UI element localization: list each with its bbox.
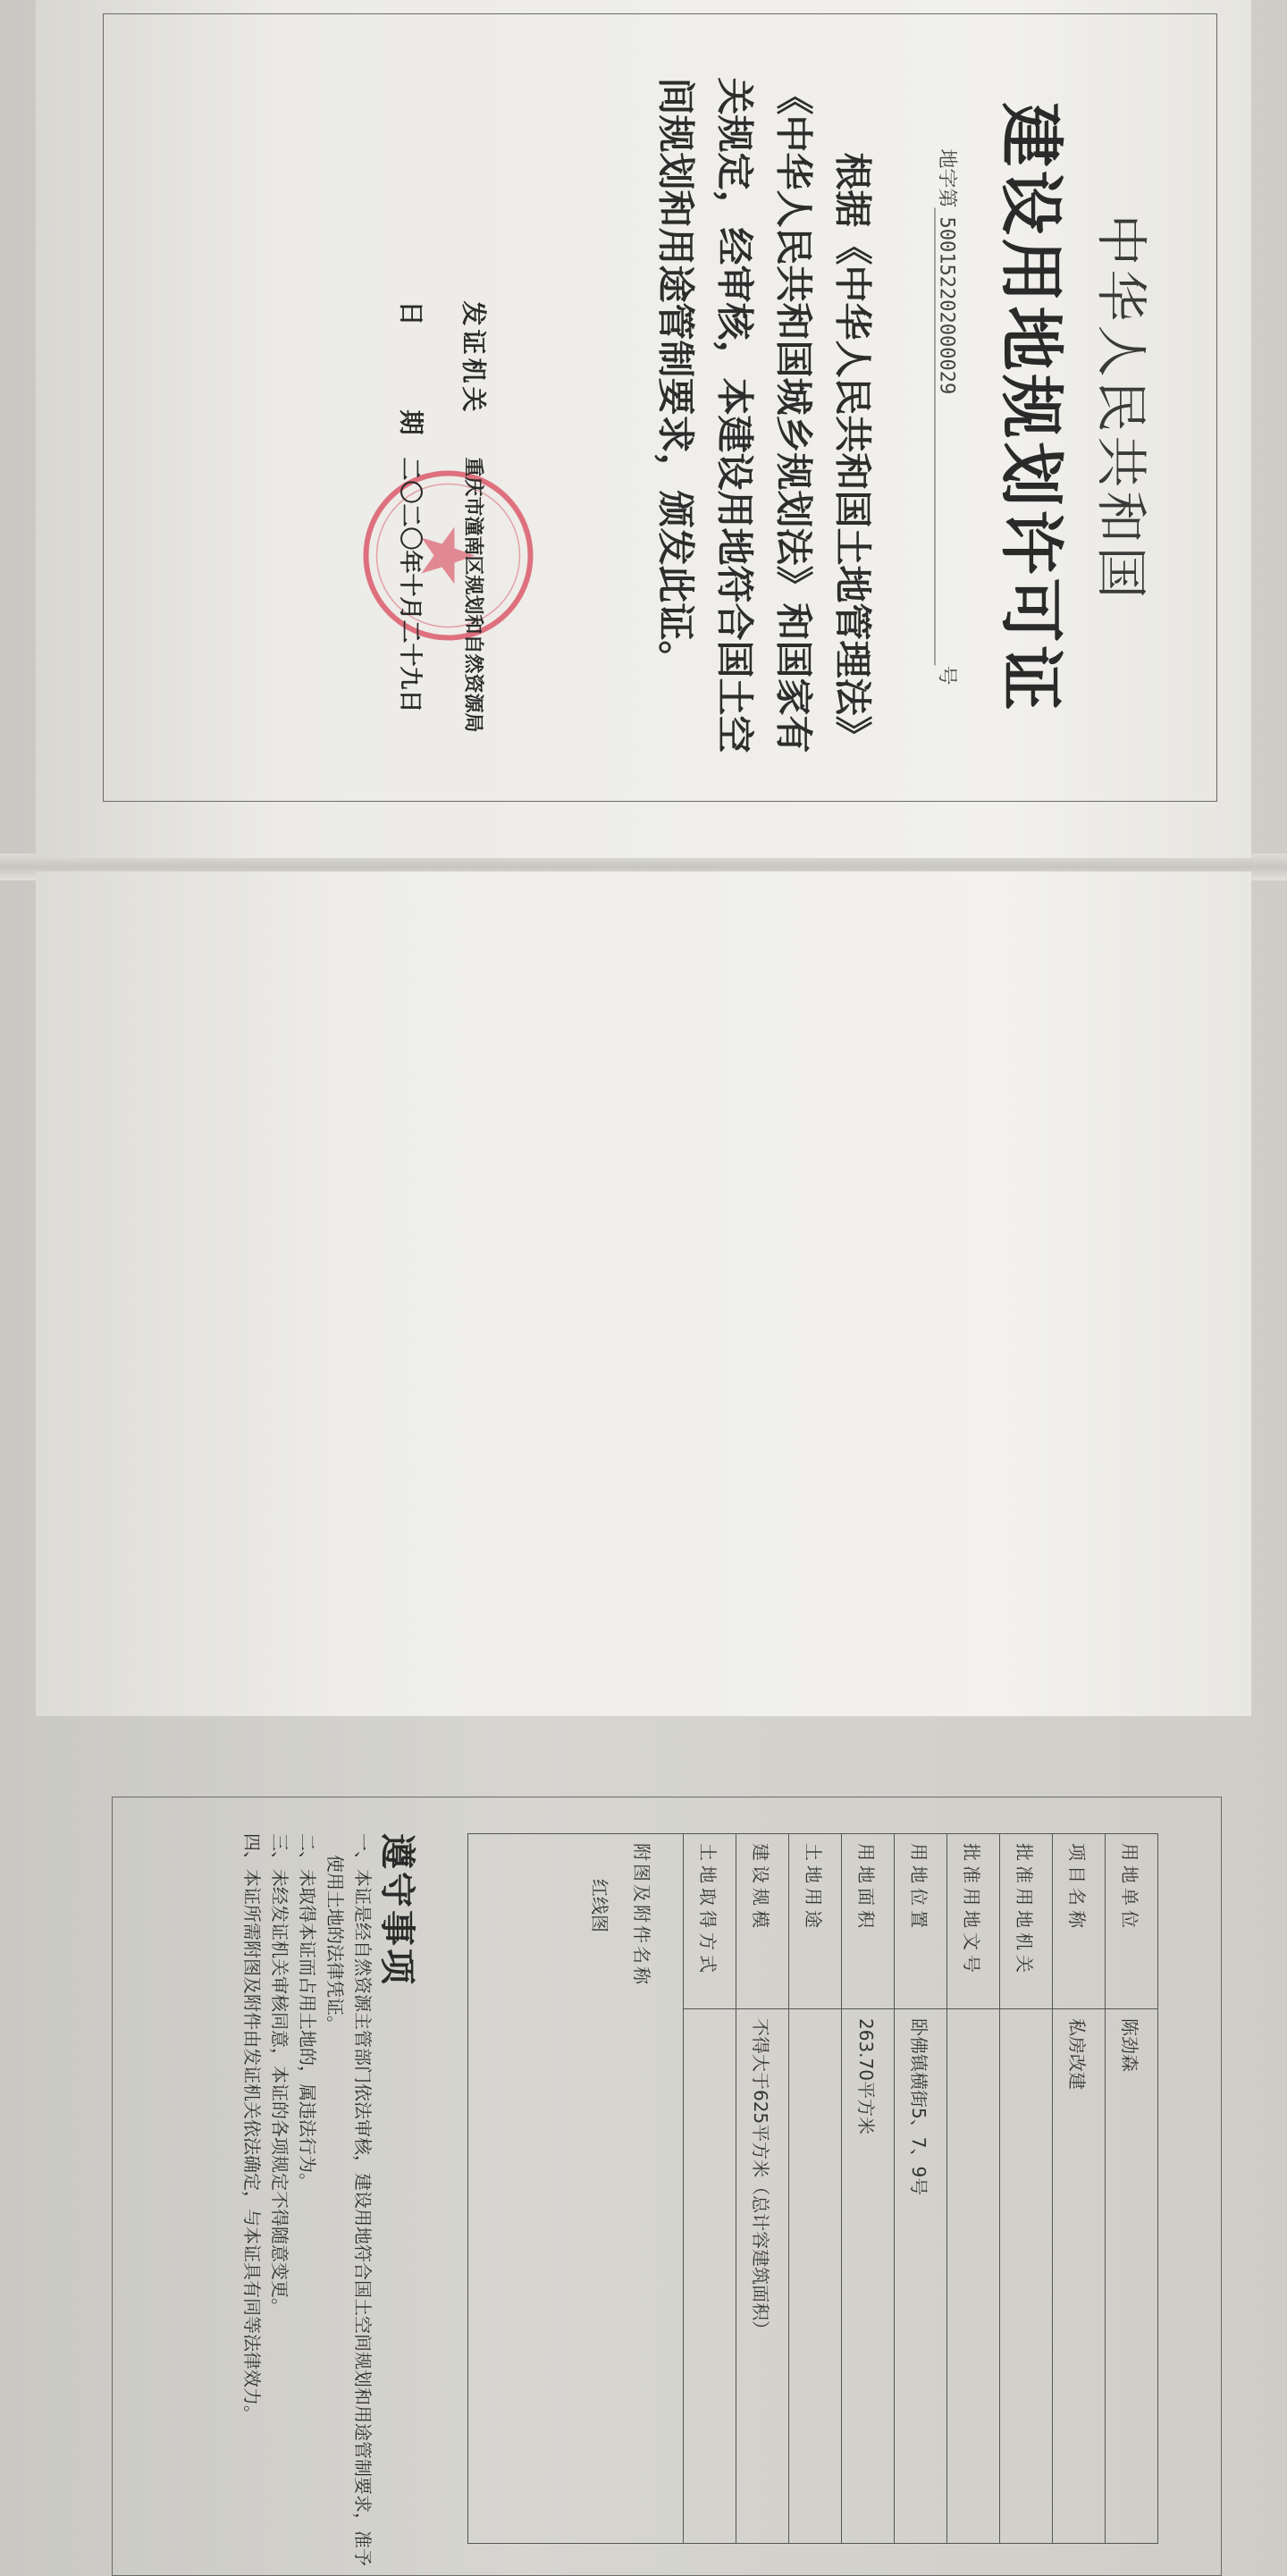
date-row (394, 301, 430, 713)
certificate-title: 建设用地规划许可证 (993, 102, 1068, 714)
details-content (113, 1797, 1221, 2575)
details-frame (112, 1797, 1222, 2576)
table-row (736, 1834, 789, 2544)
table-row (947, 1834, 1000, 2544)
row-value (789, 2009, 842, 2544)
row-label: 土地取得方式 (684, 1834, 736, 2009)
attachments-value: 红线图 (589, 1879, 610, 1932)
issuer-value: 重庆市潼南区规划和自然资源局 (461, 457, 485, 733)
row-label: 用地面积 (842, 1834, 895, 2009)
row-value (947, 2009, 1000, 2544)
row-value: 私房改建 (1053, 2009, 1106, 2544)
notice-list (238, 1833, 376, 2566)
date-label-part-2: 期 (396, 409, 425, 435)
row-value (1000, 2009, 1053, 2544)
row-value: 263.70平方米 (842, 2009, 895, 2544)
details-page (36, 871, 1251, 2566)
notice-item: 四、本证所需附图及附件由发证机关依法确定，与本证具有同等法律效力。 (241, 1833, 263, 2423)
date-value: 二〇二〇年十月二十九日 (396, 457, 424, 713)
certificate-number-label: 地字第 (935, 148, 957, 208)
row-value: 卧佛镇横街5、7、9号 (895, 2009, 947, 2544)
date-label-part-1: 日 (396, 300, 425, 326)
date-label (394, 301, 430, 435)
table-row (789, 1834, 842, 2544)
table-row (1000, 1834, 1053, 2544)
certificate-frame (103, 13, 1217, 802)
row-value: 不得大于625平方米（总计容建筑面积） (736, 2009, 789, 2544)
table-row (684, 1834, 736, 2544)
country-name: 中华人民共和国 (1090, 214, 1151, 602)
certificate-number-value: 500152202000029 (934, 208, 957, 666)
row-label: 批准用地机关 (1000, 1834, 1053, 2009)
notice-item: 三、未经发证机关审核同意，本证的各项规定不得随意变更。 (269, 1833, 290, 2316)
attachments-cell (468, 1834, 684, 2544)
certificate-body: 根据《中华人民共和国土地管理法》《中华人民共和国城乡规划法》和国家有关规定，经审核，本建设用地符合国土空间规划和用途管制要求，颁发此证。 (653, 77, 874, 753)
issuer-row (457, 301, 492, 733)
row-label: 建设规模 (736, 1834, 789, 2009)
row-label: 用地位置 (895, 1834, 947, 2009)
table-row (842, 1834, 895, 2544)
table-row-attachments (468, 1834, 684, 2544)
row-label: 批准用地文号 (947, 1834, 1000, 2009)
notice-title: 遵守事项 (376, 1833, 417, 1987)
land-use-details-table (467, 1833, 1158, 2544)
row-label: 土地用途 (789, 1834, 842, 2009)
official-seal (358, 467, 537, 645)
issuer-label: 发证机关 (458, 300, 488, 416)
row-value (684, 2009, 736, 2544)
row-label: 项目名称 (1053, 1834, 1106, 2009)
table-row (1053, 1834, 1106, 2544)
certificate-page (36, 0, 1251, 858)
notice-item: 二、未取得本证而占用土地的，属违法行为。 (297, 1833, 318, 2191)
table-row (895, 1834, 947, 2544)
certificate-content (104, 15, 1216, 802)
row-value: 陈劲森 (1106, 2009, 1158, 2544)
certificate-number-suffix: 号 (935, 665, 957, 686)
attachments-label: 附图及附件名称 (631, 1843, 652, 1987)
row-label: 用地单位 (1106, 1834, 1158, 2009)
notice-item: 一、本证是经自然资源主管部门依法审核，建设用地符合国土空间规划和用途管制要求，准予使用土地的法律凭证。 (324, 1833, 374, 2566)
certificate-number (934, 149, 962, 686)
table-row (1106, 1834, 1158, 2544)
